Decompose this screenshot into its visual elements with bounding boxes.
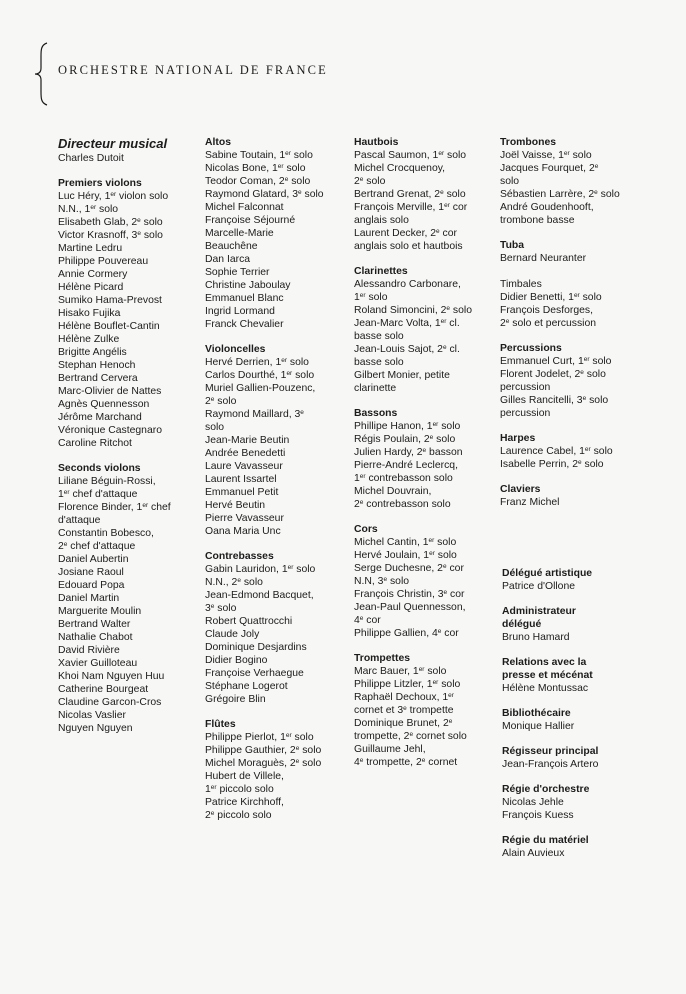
section-title: Directeur musical bbox=[58, 136, 168, 151]
roster-section bbox=[354, 265, 472, 395]
roster-line: Beauchêne bbox=[205, 241, 258, 252]
roster-line: Khoi Nam Nguyen Huu bbox=[58, 671, 165, 682]
section-title: Clarinettes bbox=[354, 266, 408, 277]
roster-line: Sabine Toutain, 1er solo bbox=[205, 150, 313, 161]
roster-line: Claude Joly bbox=[205, 629, 260, 640]
roster-line: Franck Chevalier bbox=[205, 319, 284, 330]
roster-line: d'attaque bbox=[58, 515, 101, 526]
roster-line: 1er chef d'attaque bbox=[58, 489, 138, 500]
roster-line: Philippe Gauthier, 2e solo bbox=[205, 745, 322, 756]
roster-line: Marguerite Moulin bbox=[58, 606, 142, 617]
roster-line: Daniel Aubertin bbox=[58, 554, 129, 565]
roster-line: Isabelle Perrin, 2e solo bbox=[500, 459, 604, 470]
roster-section bbox=[205, 550, 324, 706]
section-title: Claviers bbox=[500, 484, 541, 495]
roster-line: Nguyen Nguyen bbox=[58, 723, 133, 734]
roster-section bbox=[500, 239, 620, 330]
roster-line: Raymond Maillard, 3e bbox=[205, 409, 304, 420]
roster-line: André Goudenhooft, bbox=[500, 202, 594, 213]
section-title: Bibliothécaire bbox=[502, 708, 571, 719]
section-title: Harpes bbox=[500, 433, 536, 444]
roster-line: Gabin Lauridon, 1er solo bbox=[205, 564, 316, 575]
roster-line: 4e cor bbox=[354, 615, 381, 626]
roster-line: Bertrand Walter bbox=[58, 619, 131, 630]
roster-line: anglais solo bbox=[354, 215, 409, 226]
roster-line: Brigitte Angélis bbox=[58, 347, 127, 358]
section-title: Relations avec la bbox=[502, 657, 587, 668]
section-title: Trombones bbox=[500, 137, 557, 148]
roster-line: Jean-Louis Sajot, 2e cl. bbox=[354, 344, 460, 355]
roster-line: Alessandro Carbonare, bbox=[354, 279, 461, 290]
roster-line: Jean-Paul Quennesson, bbox=[354, 602, 466, 613]
roster-line: Véronique Castegnaro bbox=[58, 425, 162, 436]
section-title: Délégué artistique bbox=[502, 568, 593, 579]
roster-line: N.N, 3e solo bbox=[354, 576, 410, 587]
roster-line: Daniel Martin bbox=[58, 593, 120, 604]
roster-line: Raphaël Dechoux, 1er bbox=[354, 692, 454, 703]
roster-line: Jacques Fourquet, 2e bbox=[500, 163, 599, 174]
roster-line: Bruno Hamard bbox=[502, 632, 570, 643]
column-5 bbox=[502, 567, 598, 872]
roster-line: Gilbert Monier, petite bbox=[354, 370, 450, 381]
roster-section bbox=[354, 523, 472, 640]
roster-line: Sumiko Hama-Prevost bbox=[58, 295, 162, 306]
roster-line: François Desforges, bbox=[500, 305, 593, 316]
roster-line: N.N., 1er solo bbox=[58, 204, 119, 215]
section-title: Seconds violons bbox=[58, 463, 141, 474]
section-title: Administrateur bbox=[502, 606, 576, 617]
roster-line: François Kuess bbox=[502, 810, 574, 821]
roster-line: Michel Falconnat bbox=[205, 202, 284, 213]
roster-line: Julien Hardy, 2e basson bbox=[354, 447, 463, 458]
section-title: Contrebasses bbox=[205, 551, 274, 562]
roster-line: 1er contrebasson solo bbox=[354, 473, 453, 484]
roster-line: Joël Vaisse, 1er solo bbox=[500, 150, 592, 161]
roster-line: Timbales bbox=[500, 279, 542, 290]
roster-line: Bertrand Cervera bbox=[58, 373, 138, 384]
roster-line: Guillaume Jehl, bbox=[354, 744, 426, 755]
roster-line: Oana Maria Unc bbox=[205, 526, 281, 537]
roster-line: Jean-Edmond Bacquet, bbox=[205, 590, 314, 601]
roster-line: 2e solo bbox=[354, 176, 386, 187]
roster-line: Françoise Verhaegue bbox=[205, 668, 304, 679]
roster-line: Laure Vavasseur bbox=[205, 461, 283, 472]
roster-line: Christine Jaboulay bbox=[205, 280, 291, 291]
roster-line: 3e solo bbox=[205, 603, 237, 614]
roster-line: percussion bbox=[500, 408, 551, 419]
roster-line: Gilles Rancitelli, 3e solo bbox=[500, 395, 609, 406]
roster-section bbox=[502, 656, 598, 695]
section-title: Trompettes bbox=[354, 653, 411, 664]
roster-section bbox=[502, 834, 598, 860]
section-title: Premiers violons bbox=[58, 178, 142, 189]
roster-line: Jean-Marc Volta, 1er cl. bbox=[354, 318, 460, 329]
section-title: Cors bbox=[354, 524, 378, 535]
roster-line: Hélène Picard bbox=[58, 282, 124, 293]
roster-section bbox=[502, 567, 598, 593]
roster-line: Hélène Montussac bbox=[502, 683, 589, 694]
roster-line: Philippe Litzler, 1er solo bbox=[354, 679, 461, 690]
roster-line: David Rivière bbox=[58, 645, 120, 656]
roster-line: 1er piccolo solo bbox=[205, 784, 274, 795]
roster-line: Françoise Séjourné bbox=[205, 215, 296, 226]
roster-line: basse solo bbox=[354, 357, 404, 368]
roster-line: Edouard Popa bbox=[58, 580, 125, 591]
roster-section bbox=[205, 136, 324, 331]
roster-line: Victor Krasnoff, 3e solo bbox=[58, 230, 163, 241]
roster-line: Hervé Derrien, 1er solo bbox=[205, 357, 309, 368]
roster-line: Marcelle-Marie bbox=[205, 228, 274, 239]
roster-line: Florent Jodelet, 2e solo bbox=[500, 369, 606, 380]
roster-line: Elisabeth Glab, 2e solo bbox=[58, 217, 163, 228]
roster-line: 2e chef d'attaque bbox=[58, 541, 136, 552]
roster-line: Annie Cormery bbox=[58, 269, 128, 280]
roster-line: Hubert de Villele, bbox=[205, 771, 284, 782]
roster-line: Hélène Zulke bbox=[58, 334, 120, 345]
roster-line: Patrice d'Ollone bbox=[502, 581, 576, 592]
roster-line: Franz Michel bbox=[500, 497, 560, 508]
roster-line: 2e solo bbox=[205, 396, 237, 407]
roster-line: Pierre Vavasseur bbox=[205, 513, 284, 524]
roster-line: Hélène Bouflet-Cantin bbox=[58, 321, 160, 332]
roster-line: Serge Duchesne, 2e cor bbox=[354, 563, 464, 574]
roster-line: 2e piccolo solo bbox=[205, 810, 272, 821]
roster-line: Nicolas Vaslier bbox=[58, 710, 126, 721]
roster-line: Michel Douvrain, bbox=[354, 486, 432, 497]
roster-section bbox=[58, 177, 171, 450]
roster-line: 2e contrebasson solo bbox=[354, 499, 451, 510]
roster-line: Laurent Issartel bbox=[205, 474, 277, 485]
roster-line: Pascal Saumon, 1er solo bbox=[354, 150, 467, 161]
brace-ornament bbox=[34, 42, 50, 106]
roster-line: Philippe Gallien, 4e cor bbox=[354, 628, 459, 639]
roster-line: Jean-François Artero bbox=[502, 759, 599, 770]
roster-line: Bertrand Grenat, 2e solo bbox=[354, 189, 466, 200]
roster-line: Emmanuel Petit bbox=[205, 487, 279, 498]
roster-section bbox=[354, 407, 472, 511]
roster-line: Grégoire Blin bbox=[205, 694, 266, 705]
roster-section bbox=[354, 136, 472, 253]
roster-section bbox=[205, 343, 324, 538]
roster-line: Michel Cantin, 1er solo bbox=[354, 537, 457, 548]
roster-line: Stéphane Logerot bbox=[205, 681, 288, 692]
section-title: Régie d'orchestre bbox=[502, 784, 590, 795]
roster-line bbox=[500, 265, 620, 278]
roster-line: Claudine Garcon-Cros bbox=[58, 697, 162, 708]
roster-line: Stephan Henoch bbox=[58, 360, 136, 371]
roster-line: trombone basse bbox=[500, 215, 575, 226]
roster-line: Hervé Beutin bbox=[205, 500, 266, 511]
roster-line: Nicolas Bone, 1er solo bbox=[205, 163, 306, 174]
roster-line: Dan Iarca bbox=[205, 254, 251, 265]
roster-line: Laurent Decker, 2e cor bbox=[354, 228, 457, 239]
roster-section bbox=[502, 745, 598, 771]
roster-line: Xavier Guilloteau bbox=[58, 658, 138, 669]
roster-line: solo bbox=[500, 176, 520, 187]
roster-section bbox=[500, 342, 620, 420]
roster-line: Luc Héry, 1er violon solo bbox=[58, 191, 169, 202]
roster-section bbox=[502, 605, 598, 644]
roster-line: Hervé Joulain, 1er solo bbox=[354, 550, 457, 561]
roster-line: N.N., 2e solo bbox=[205, 577, 263, 588]
roster-line: Pierre-André Leclercq, bbox=[354, 460, 458, 471]
roster-line: Jérôme Marchand bbox=[58, 412, 142, 423]
section-title: Tuba bbox=[500, 240, 525, 251]
section-title-cont: presse et mécénat bbox=[502, 670, 593, 681]
column-3 bbox=[354, 136, 472, 781]
section-title: Flûtes bbox=[205, 719, 236, 730]
roster-line: Dominique Desjardins bbox=[205, 642, 307, 653]
roster-line: Laurence Cabel, 1er solo bbox=[500, 446, 613, 457]
roster-line: 4e trompette, 2e cornet bbox=[354, 757, 458, 768]
roster-line: basse solo bbox=[354, 331, 404, 342]
roster-line: Roland Simoncini, 2e solo bbox=[354, 305, 472, 316]
roster-line: Phillipe Hanon, 1er solo bbox=[354, 421, 461, 432]
roster-line: Teodor Coman, 2e solo bbox=[205, 176, 311, 187]
roster-line: Michel Moraguès, 2e solo bbox=[205, 758, 322, 769]
section-title: Bassons bbox=[354, 408, 398, 419]
roster-line: Emmanuel Curt, 1er solo bbox=[500, 356, 612, 367]
section-title-cont: délégué bbox=[502, 619, 542, 630]
roster-line: Sébastien Larrère, 2e solo bbox=[500, 189, 620, 200]
roster-section bbox=[502, 707, 598, 733]
section-title: Hautbois bbox=[354, 137, 399, 148]
section-title: Percussions bbox=[500, 343, 562, 354]
roster-line: Catherine Bourgeat bbox=[58, 684, 149, 695]
roster-line: solo bbox=[205, 422, 225, 433]
section-title: Régie du matériel bbox=[502, 835, 589, 846]
roster-line: Nathalie Chabot bbox=[58, 632, 133, 643]
roster-line: percussion bbox=[500, 382, 551, 393]
roster-line: Bernard Neuranter bbox=[500, 253, 587, 264]
roster-line: Caroline Ritchot bbox=[58, 438, 132, 449]
roster-line: trompette, 2e cornet solo bbox=[354, 731, 467, 742]
roster-line: François Merville, 1er cor bbox=[354, 202, 468, 213]
roster-section bbox=[502, 783, 598, 822]
roster-line: Marc-Olivier de Nattes bbox=[58, 386, 162, 397]
roster-line: Liliane Béguin-Rossi, bbox=[58, 476, 156, 487]
roster-line: Agnès Quennesson bbox=[58, 399, 150, 410]
page-header: ORCHESTRE NATIONAL DE FRANCE bbox=[58, 63, 328, 77]
roster-line: Didier Bogino bbox=[205, 655, 268, 666]
roster-line: Sophie Terrier bbox=[205, 267, 270, 278]
roster-line: 1er solo bbox=[354, 292, 388, 303]
roster-line: Martine Ledru bbox=[58, 243, 123, 254]
roster-line: Raymond Glatard, 3e solo bbox=[205, 189, 324, 200]
roster-line: Florence Binder, 1er chef bbox=[58, 502, 171, 513]
roster-line: Ingrid Lormand bbox=[205, 306, 275, 317]
section-title: Régisseur principal bbox=[502, 746, 599, 757]
section-title: Altos bbox=[205, 137, 231, 148]
roster-line: cornet et 3e trompette bbox=[354, 705, 454, 716]
roster-line: Charles Dutoit bbox=[58, 153, 124, 164]
column-2 bbox=[205, 136, 324, 834]
roster-line: Alain Auvieux bbox=[502, 848, 565, 859]
roster-line: anglais solo et hautbois bbox=[354, 241, 463, 252]
column-4 bbox=[500, 136, 620, 521]
roster-line: Carlos Dourthé, 1er solo bbox=[205, 370, 315, 381]
roster-line: Dominique Brunet, 2e bbox=[354, 718, 453, 729]
roster-line: Andrée Benedetti bbox=[205, 448, 286, 459]
roster-line: Jean-Marie Beutin bbox=[205, 435, 290, 446]
roster-line: Didier Benetti, 1er solo bbox=[500, 292, 602, 303]
roster-line: Hisako Fujika bbox=[58, 308, 121, 319]
roster-line: Josiane Raoul bbox=[58, 567, 124, 578]
roster-line: Philippe Pouvereau bbox=[58, 256, 149, 267]
roster-line: Constantin Bobesco, bbox=[58, 528, 154, 539]
roster-section bbox=[500, 483, 620, 509]
roster-line: Monique Hallier bbox=[502, 721, 575, 732]
roster-section bbox=[58, 136, 171, 165]
roster-line: Marc Bauer, 1er solo bbox=[354, 666, 447, 677]
roster-line: Robert Quattrocchi bbox=[205, 616, 293, 627]
roster-section bbox=[205, 718, 324, 822]
roster-line: François Christin, 3e cor bbox=[354, 589, 465, 600]
roster-section bbox=[354, 652, 472, 769]
roster-line: Régis Poulain, 2e solo bbox=[354, 434, 456, 445]
roster-section bbox=[58, 462, 171, 735]
roster-line: Nicolas Jehle bbox=[502, 797, 564, 808]
roster-line: clarinette bbox=[354, 383, 397, 394]
roster-line: 2e solo et percussion bbox=[500, 318, 597, 329]
roster-line: Muriel Gallien-Pouzenc, bbox=[205, 383, 316, 394]
roster-line: Emmanuel Blanc bbox=[205, 293, 284, 304]
roster-line: Philippe Pierlot, 1er solo bbox=[205, 732, 314, 743]
roster-line: Michel Crocquenoy, bbox=[354, 163, 446, 174]
roster-section bbox=[500, 136, 620, 227]
column-1 bbox=[58, 136, 171, 747]
roster-line: Patrice Kirchhoff, bbox=[205, 797, 284, 808]
section-title: Violoncelles bbox=[205, 344, 266, 355]
roster-section bbox=[500, 432, 620, 471]
